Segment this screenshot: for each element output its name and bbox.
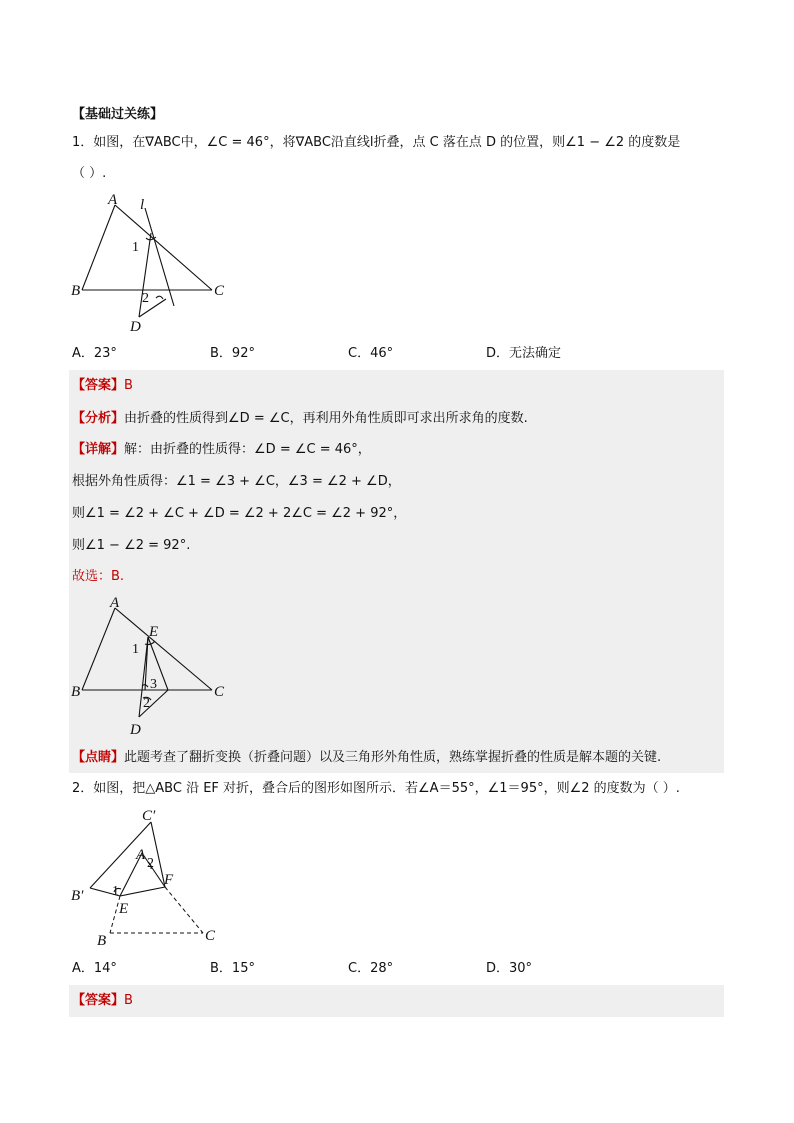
fig2-label-a: A xyxy=(110,595,120,611)
q2-option-a: A．14° xyxy=(72,961,117,976)
q1-detail-tag: 【详解】 xyxy=(72,442,125,457)
q1-comment-row xyxy=(72,749,661,767)
segment-ac xyxy=(115,205,212,290)
q1-option-b: B．92° xyxy=(210,346,255,361)
question-1-solution-figure xyxy=(68,592,238,742)
question-1-stem-line2: （ ）. xyxy=(72,166,107,181)
fig1-label-l: l xyxy=(140,197,145,213)
fig2-label-d: D xyxy=(130,722,141,738)
fig3-label-1: 1 xyxy=(112,884,119,899)
fig3-label-f: F xyxy=(164,872,174,888)
segment-f-c-dashed xyxy=(165,887,203,933)
fig3-label-a: A xyxy=(136,847,146,863)
angle-2-arc xyxy=(156,296,163,299)
q1-answer-row xyxy=(72,377,133,395)
q1-comment-text: 此题考查了翻折变换（折叠问题）以及三角形外角性质，熟练掌握折叠的性质是解本题的关键. xyxy=(124,750,662,765)
segment-ab xyxy=(82,205,115,290)
fig2-label-c: C xyxy=(214,684,225,700)
fig2-label-1: 1 xyxy=(132,642,139,657)
q2-option-d: D．30° xyxy=(486,961,533,976)
question-1-figure xyxy=(68,190,238,340)
q1-option-a: A．23° xyxy=(72,346,117,361)
question-2-stem xyxy=(72,780,680,798)
q2-option-c: C．28° xyxy=(348,961,394,976)
fig1-label-1: 1 xyxy=(132,240,139,255)
fig3-label-c-prime: C′ xyxy=(142,808,156,824)
q1-option-d: D．无法确定 xyxy=(486,346,562,361)
q2-option-b: B．15° xyxy=(210,961,255,976)
fig3-label-b-prime: B′ xyxy=(71,888,84,904)
q1-analysis-text: 由折叠的性质得到∠D = ∠C，再利用外角性质即可求出所求角的度数. xyxy=(124,411,528,426)
question-2-text: 如图，把△ABC 沿 EF 对折，叠合后的图形如图所示．若∠A＝55°，∠1＝95°，则∠2 的度数为（ ）. xyxy=(93,781,680,796)
q1-detail-line3: 则∠1 = ∠2 + ∠C + ∠D = ∠2 + 2∠C = ∠2 + 92°， xyxy=(72,506,407,521)
question-2-figure xyxy=(68,805,238,955)
q1-answer-tag: 【答案】 xyxy=(72,378,125,393)
fig2-label-3: 3 xyxy=(150,677,157,692)
fig1-label-b: B xyxy=(71,283,81,299)
q1-analysis-tag: 【分析】 xyxy=(72,411,125,426)
fold-line-l xyxy=(145,208,174,306)
fig3-label-e: E xyxy=(119,901,129,917)
q1-option-c: C．46° xyxy=(348,346,394,361)
question-1-text: 如图，在∇ABC中，∠C = 46°，将∇ABC沿直线l折叠，点 C 落在点 D 的位置，则∠1 − ∠2 的度数是 xyxy=(93,135,681,150)
q1-detail-line2: 根据外角性质得：∠1 = ∠3 + ∠C，∠3 = ∠2 + ∠D， xyxy=(72,474,401,489)
question-1-number: 1． xyxy=(72,135,94,150)
q2-solution-panel xyxy=(69,985,724,1017)
section-title: 【基础过关练】 xyxy=(72,107,164,122)
fig1-label-a: A xyxy=(108,192,118,208)
q1-comment-tag: 【点睛】 xyxy=(72,750,125,765)
question-1-stem xyxy=(72,134,680,152)
fig2-label-2: 2 xyxy=(143,696,150,711)
q1-detail-line1: 解：由折叠的性质得：∠D = ∠C = 46°， xyxy=(124,442,371,457)
q2-answer-tag: 【答案】 xyxy=(72,993,125,1008)
q1-answer-value: B xyxy=(124,378,133,393)
fig2-label-b: B xyxy=(71,684,81,700)
fig1-label-c: C xyxy=(214,283,225,299)
fig1-label-2: 2 xyxy=(142,291,149,306)
fig3-label-b: B xyxy=(97,933,107,949)
q2-answer-value: B xyxy=(124,993,133,1008)
fig3-label-2: 2 xyxy=(147,856,154,871)
fig2-label-e: E xyxy=(149,624,159,640)
q1-detail-row xyxy=(72,441,371,459)
fig1-label-d: D xyxy=(130,319,141,335)
segment-ab xyxy=(82,608,115,690)
q1-detail-line4: 则∠1 − ∠2 = 92°. xyxy=(72,538,191,553)
segment-e-f xyxy=(120,887,165,896)
question-2-number: 2． xyxy=(72,781,94,796)
q2-answer-row xyxy=(72,992,133,1010)
q1-choose-line: 故选：B. xyxy=(72,569,125,584)
q1-analysis-row xyxy=(72,410,528,428)
fig3-label-c: C xyxy=(205,928,216,944)
